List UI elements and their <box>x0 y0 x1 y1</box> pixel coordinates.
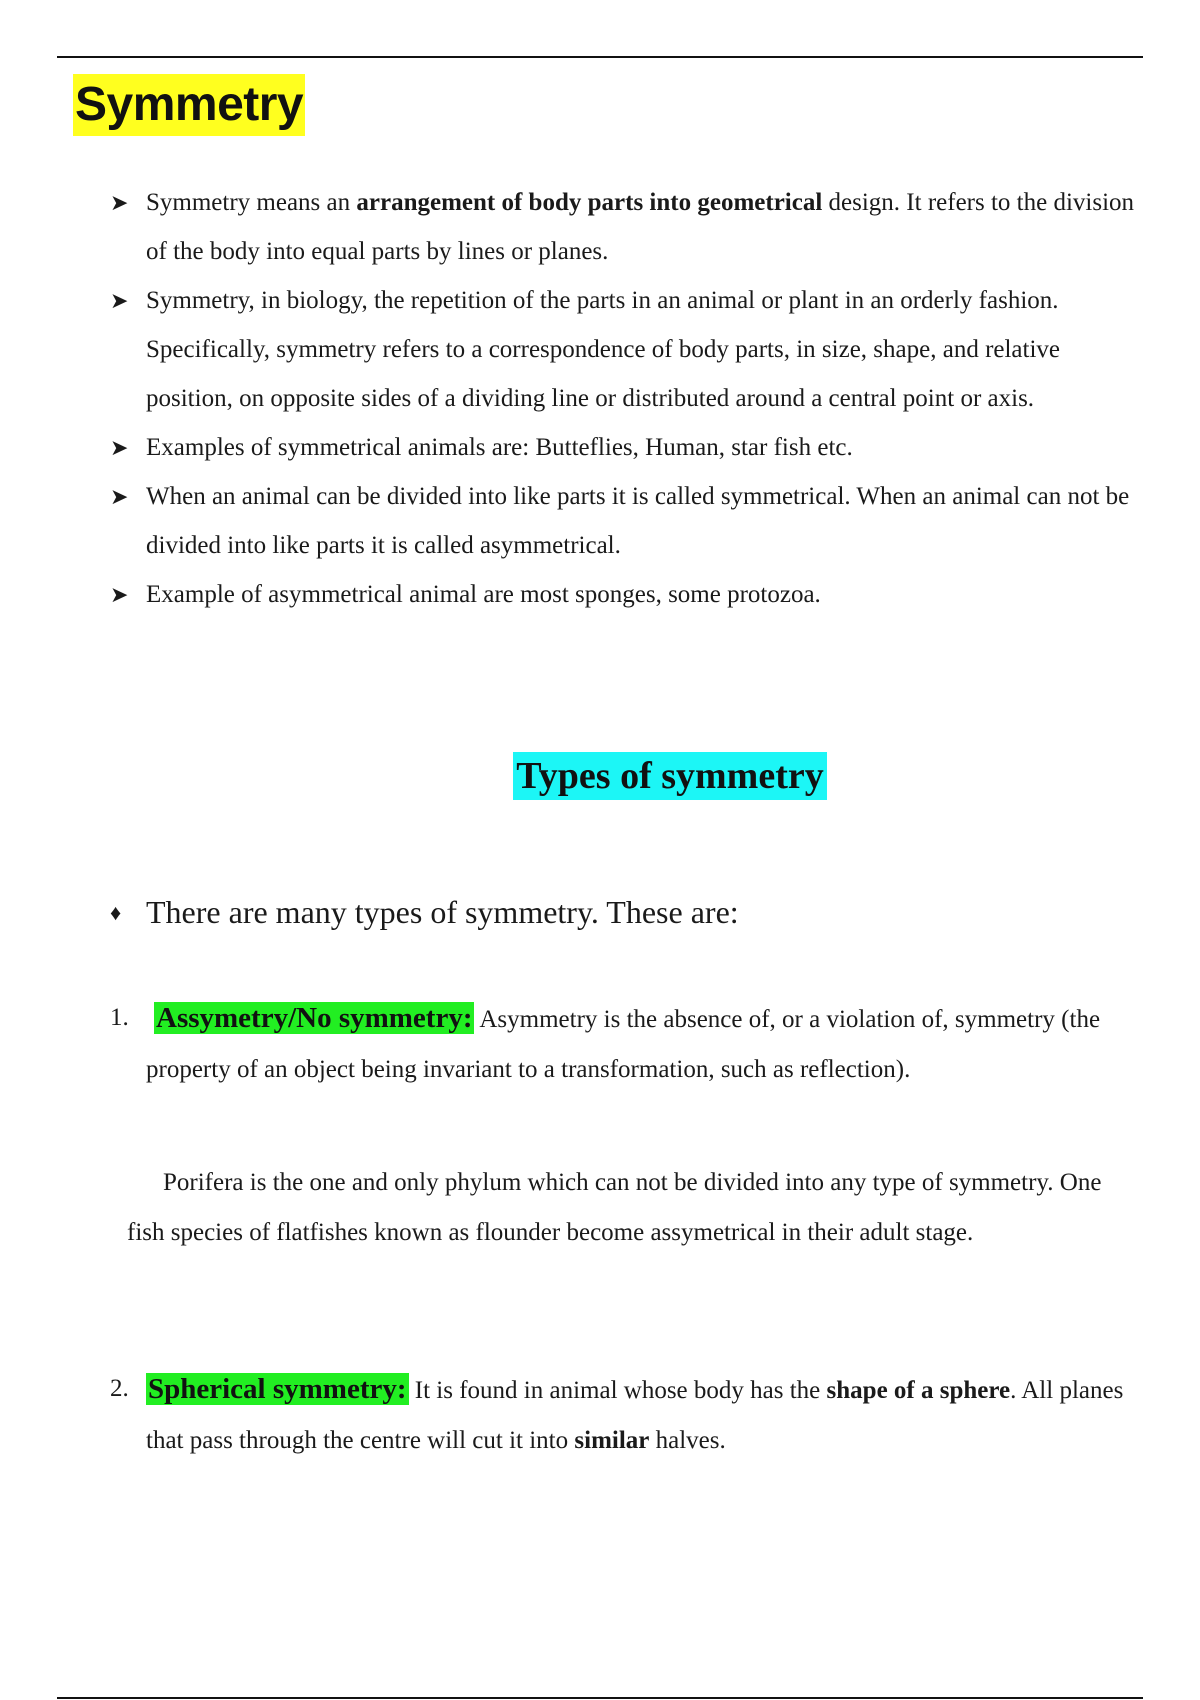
arrow-bullet-icon: ➤ <box>110 288 129 313</box>
top-rule <box>57 56 1143 58</box>
item-number: 1. <box>110 1004 129 1031</box>
list-item: ➤ When an animal can be divided into like parts it is called symmetrical. When an animal can not be divided into like parts it is called asymmetrical. <box>110 472 1140 570</box>
numbered-item-asymmetry <box>110 993 1140 1095</box>
porifera-paragraph: Porifera is the one and only phylum which can not be divided into any type of symmetry. One fish species of flatfishes known as flounder become assymetrical in their adult stage. <box>127 1169 1102 1246</box>
intro-text: There are many types of symmetry. These are: <box>146 894 739 930</box>
arrow-bullet-icon: ➤ <box>110 190 129 215</box>
section-title: Types of symmetry <box>513 752 826 800</box>
item-number: 2. <box>110 1375 129 1402</box>
item-text: Asymmetry is the absence of, or a violation of, symmetry (the property of an object being invariant to a transformation, such as reflection). <box>146 1006 1101 1083</box>
list-item: ➤ Examples of symmetrical animals are: Butteflies, Human, star fish etc. <box>110 423 1140 472</box>
section-heading <box>0 752 1200 800</box>
arrow-bullet-icon: ➤ <box>110 484 129 509</box>
intro-line <box>110 887 739 938</box>
list-item: ➤ Example of asymmetrical animal are most sponges, some protozoa. <box>110 570 1140 619</box>
page-title: Symmetry <box>73 74 305 136</box>
item-label: Assymetry/No symmetry: <box>156 1002 473 1034</box>
arrow-bullet-icon: ➤ <box>110 435 129 460</box>
diamond-bullet-icon: ♦ <box>110 900 122 925</box>
arrow-bullet-icon: ➤ <box>110 582 129 607</box>
bullet-list <box>110 178 1140 619</box>
list-item: ➤ Symmetry, in biology, the repetition of the parts in an animal or plant in an orderly fashion. Specifically, symmetry refers to a correspondence of body parts, in size, shape, and relative position, on opposite sides of a dividing line or distributed around a central point or axis. <box>110 276 1140 423</box>
item-label: Spherical symmetry: <box>148 1373 407 1405</box>
bottom-rule <box>57 1697 1143 1699</box>
list-item: ➤ Symmetry means an arrangement of body parts into geometrical design. It refers to the division of the body into equal parts by lines or planes. <box>110 178 1140 276</box>
numbered-item-spherical: 2. Spherical symmetry: It is found in animal whose body has the shape of a sphere. All planes that pass through the centre will cut it into similar halves. <box>110 1364 1140 1466</box>
